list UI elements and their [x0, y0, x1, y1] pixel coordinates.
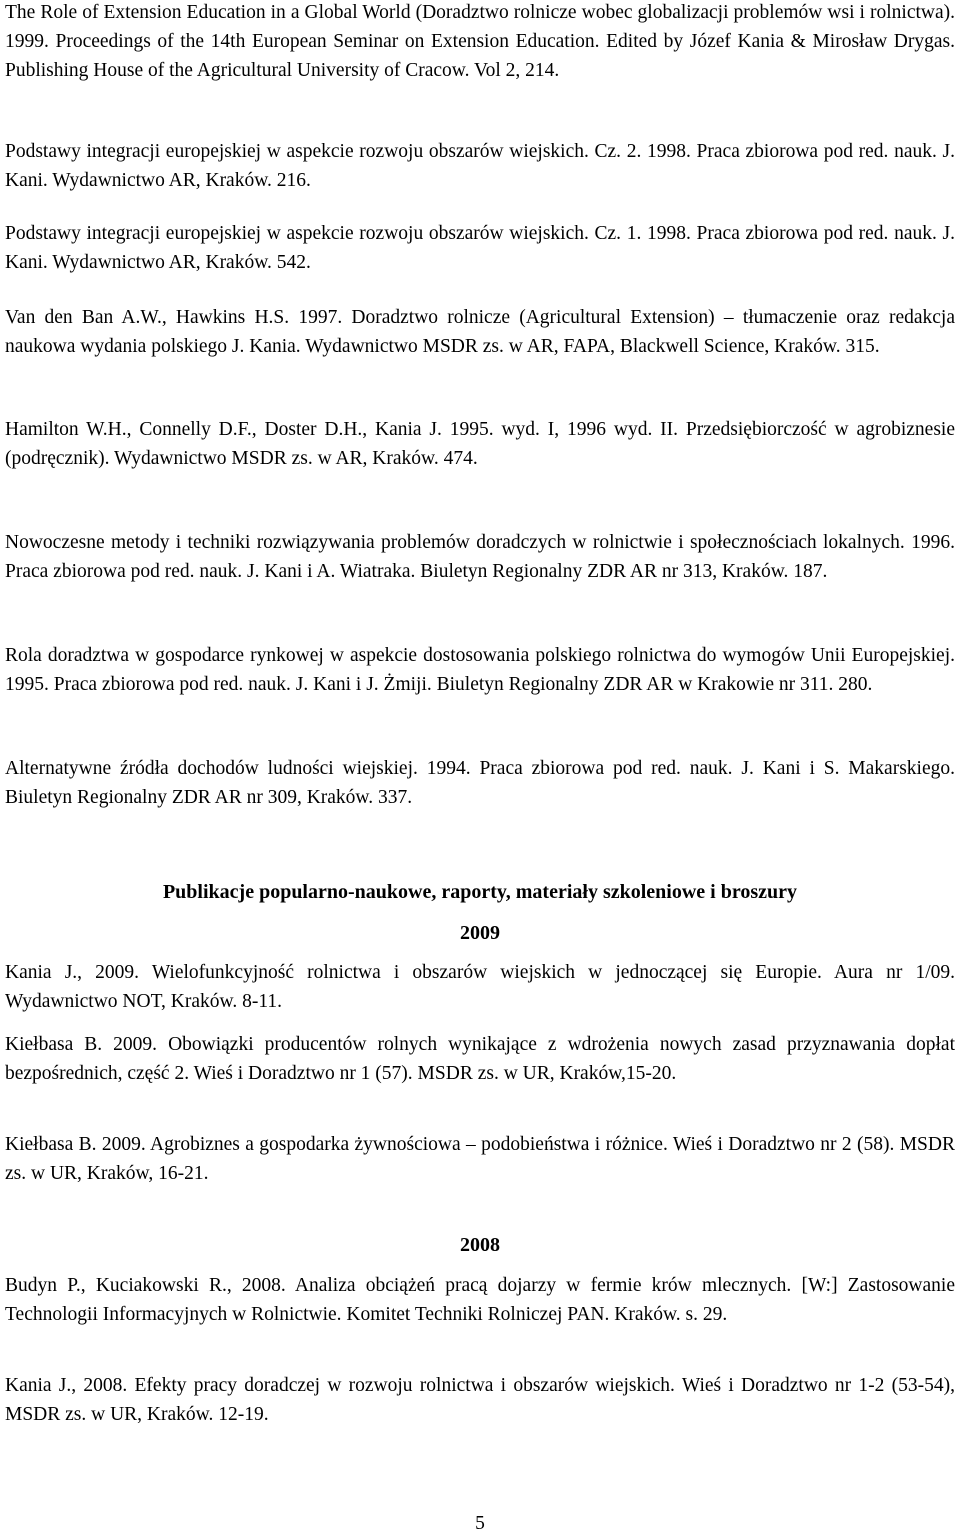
section-heading: Publikacje popularno-naukowe, raporty, materiały szkoleniowe i broszury — [162, 881, 798, 903]
publication-entry: Budyn P., Kuciakowski R., 2008. Analiza obciążeń pracą dojarzy w fermie krów mlecznych. [W:] Zastosowanie Technologii Informacyjnych w Rolnictwie. Komitet Techniki Rolniczej PAN. Kraków. s. 29. — [5, 1275, 955, 1325]
reference-entry: Rola doradztwa w gospodarce rynkowej w aspekcie dostosowania polskiego rolnictwa do wymogów Unii Europejskiej. 1995. Praca zbiorowa pod red. nauk. J. Kani i J. Żmiji. Biuletyn Regionalny ZDR AR w Krakowie nr 311. 280. — [5, 645, 955, 695]
publication-entry: Kania J., 2009. Wielofunkcyjność rolnictwa i obszarów wiejskich w jednoczącej się Europie. Aura nr 1/09. Wydawnictwo NOT, Kraków. 8-11. — [5, 962, 955, 1012]
publication-entry: Kania J., 2008. Efekty pracy doradczej w rozwoju rolnictwa i obszarów wiejskich. Wieś i Doradztwo nr 1-2 (53-54), MSDR zs. w UR, Kraków. 12-19. — [5, 1375, 955, 1425]
reference-entry: Podstawy integracji europejskiej w aspekcie rozwoju obszarów wiejskich. Cz. 1. 1998. Praca zbiorowa pod red. nauk. J. Kani. Wydawnictwo AR, Kraków. 542. — [5, 223, 955, 273]
reference-entry: Hamilton W.H., Connelly D.F., Doster D.H., Kania J. 1995. wyd. I, 1996 wyd. II. Przedsiębiorczość w agrobiznesie (podręcznik). Wydawnictwo MSDR zs. w AR, Kraków. 474. — [5, 419, 955, 469]
publication-entry: Kiełbasa B. 2009. Agrobiznes a gospodarka żywnościowa – podobieństwa i różnice. Wieś i Doradztwo nr 2 (58). MSDR zs. w UR, Kraków, 16-21. — [5, 1134, 955, 1184]
reference-entry: Van den Ban A.W., Hawkins H.S. 1997. Doradztwo rolnicze (Agricultural Extension) – tłumaczenie oraz redakcja naukowa wydania polskiego J. Kania. Wydawnictwo MSDR zs. w AR, FAPA, Blackwell Science, Kraków. 315. — [5, 307, 955, 357]
page-number: 5 — [475, 1513, 485, 1534]
reference-entry: Podstawy integracji europejskiej w aspekcie rozwoju obszarów wiejskich. Cz. 2. 1998. Praca zbiorowa pod red. nauk. J. Kani. Wydawnictwo AR, Kraków. 216. — [5, 141, 955, 191]
year-heading-2008: 2008 — [460, 1234, 500, 1256]
publication-entry: Kiełbasa B. 2009. Obowiązki producentów rolnych wynikające z wdrożenia nowych zasad przyznawania dopłat bezpośrednich, część 2. Wieś i Doradztwo nr 1 (57). MSDR zs. w UR, Kraków,15-20. — [5, 1034, 955, 1084]
reference-entry: The Role of Extension Education in a Global World (Doradztwo rolnicze wobec globalizacji problemów wsi i rolnictwa). 1999. Proceedings of the 14th European Seminar on Extension Education. Edited by Józef Kania & Mirosław Drygas. Publishing House of the Agricultural University of Cracow. Vol 2, 214. — [5, 2, 955, 81]
reference-entry: Alternatywne źródła dochodów ludności wiejskiej. 1994. Praca zbiorowa pod red. nauk. J. Kani i S. Makarskiego. Biuletyn Regionalny ZDR AR nr 309, Kraków. 337. — [5, 758, 955, 808]
reference-entry: Nowoczesne metody i techniki rozwiązywania problemów doradczych w rolnictwie i społecznościach lokalnych. 1996. Praca zbiorowa pod red. nauk. J. Kani i A. Wiatraka. Biuletyn Regionalny ZDR AR nr 313, Kraków. 187. — [5, 532, 955, 582]
year-heading-2009: 2009 — [460, 922, 500, 944]
